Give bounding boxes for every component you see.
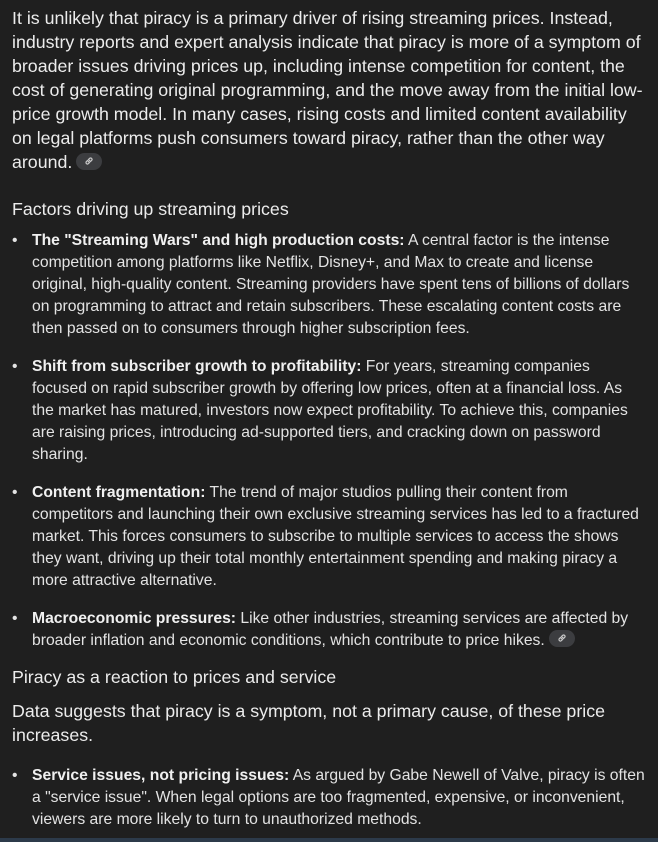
section-heading-piracy: Piracy as a reaction to prices and service	[12, 667, 337, 687]
link-icon	[557, 633, 567, 643]
item-text: For years, streaming companies focused on rapid subscriber growth by offering low prices, often at a financial loss. As the market has matured, investors now expect profitability. To achieve this, companies are raising prices, introducing ad-supported tiers, and cracking down on password sharing.	[32, 358, 628, 463]
link-icon	[84, 156, 94, 166]
source-link-chip[interactable]	[76, 153, 102, 170]
factors-list	[12, 230, 648, 652]
source-link-chip[interactable]	[549, 630, 575, 647]
bullet: •	[12, 767, 18, 784]
bullet: •	[12, 484, 18, 501]
list-item	[12, 608, 648, 652]
section-heading-factors: Factors driving up streaming prices	[12, 199, 289, 219]
intro-paragraph	[12, 6, 648, 174]
list-item	[12, 482, 648, 592]
item-title: Shift from subscriber growth to profitability:	[32, 358, 362, 375]
intro-text: It is unlikely that piracy is a primary driver of rising streaming prices. Instead, industry reports and expert analysis indicate that piracy is more of a symptom of broader issues driving prices up, including intense competition for content, the cost of generating original programming, and the move away from the initial low-price growth model. In many cases, rising costs and limited content availability on legal platforms push consumers toward piracy, rather than the other way around.	[12, 8, 643, 172]
bullet: •	[12, 610, 18, 627]
item-title: Service issues, not pricing issues:	[32, 767, 290, 784]
piracy-list	[12, 765, 648, 831]
item-text: As argued by Gabe Newell of Valve, piracy is often a "service issue". When legal options are too fragmented, expensive, or inconvenient, viewers are more likely to turn to unauthorized methods.	[32, 767, 645, 828]
item-title: The "Streaming Wars" and high production costs:	[32, 232, 405, 249]
response-content	[12, 6, 648, 842]
item-text: Like other industries, streaming services are affected by broader inflation and economic conditions, which contribute to price hikes.	[32, 610, 629, 649]
item-title: Macroeconomic pressures:	[32, 610, 237, 627]
piracy-paragraph: Data suggests that piracy is a symptom, not a primary cause, of these price increases.	[12, 701, 605, 745]
item-text: The trend of major studios pulling their content from competitors and launching their own exclusive streaming services has led to a fractured market. This forces consumers to subscribe to multiple services to access the shows they want, driving up their total monthly entertainment spending and making piracy a more attractive alternative.	[32, 484, 639, 589]
item-title: Content fragmentation:	[32, 484, 206, 501]
list-item	[12, 356, 648, 466]
item-text: A central factor is the intense competition among platforms like Netflix, Disney+, and Max to create and license original, high-quality content. Streaming providers have spent tens of billions of dollars on programming to attract and retain subscribers. These escalating content costs are then passed on to consumers through higher subscription fees.	[32, 232, 630, 337]
list-item	[12, 765, 648, 831]
bottom-edge	[0, 838, 658, 842]
bullet: •	[12, 232, 18, 249]
list-item	[12, 230, 648, 340]
bullet: •	[12, 358, 18, 375]
